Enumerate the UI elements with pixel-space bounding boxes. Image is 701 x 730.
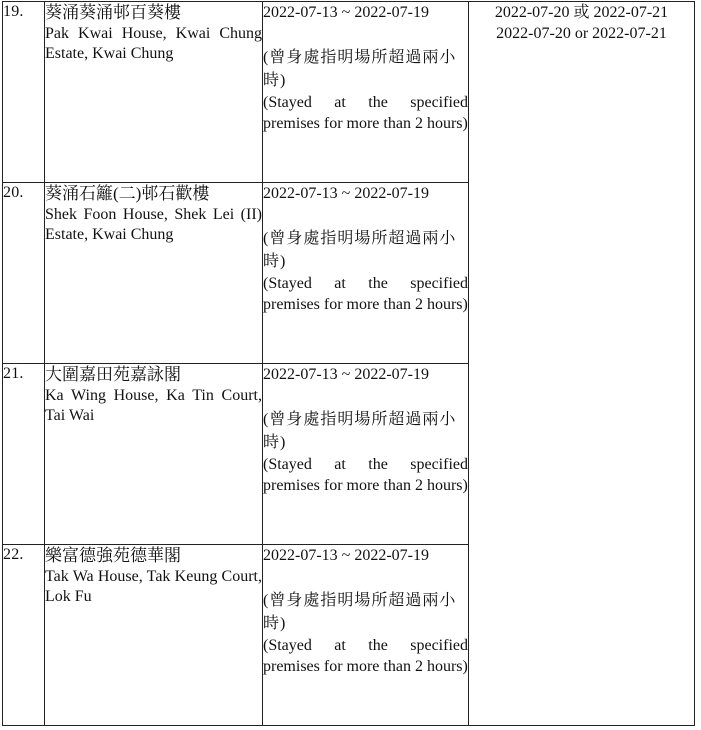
premises-name-en: Ka Wing House, Ka Tin Court, Tai Wai (45, 387, 262, 424)
stay-note-en: (Stayed at the specified premises for more than 2 hours) (263, 275, 468, 313)
date-cell (263, 183, 469, 364)
premises-cell (45, 183, 263, 364)
premises-name-zh: 葵涌石籬(二)邨石歡樓 (45, 184, 210, 203)
test-dates-en: 2022-07-20 or 2022-07-21 (496, 25, 667, 42)
premises-name-en: Pak Kwai House, Kwai Chung Estate, Kwai Chung (45, 25, 262, 62)
stay-note-zh: (曾身處指明場所超過兩小時) (263, 49, 457, 89)
premises-table (2, 1, 695, 726)
premises-name-en: Tak Wa House, Tak Keung Court, Lok Fu (45, 568, 262, 605)
date-range: 2022-07-13 ~ 2022-07-19 (263, 366, 429, 383)
premises-cell (45, 364, 263, 545)
row-number: 21. (3, 364, 45, 545)
row-number: 20. (3, 183, 45, 364)
date-cell (263, 2, 469, 183)
row-number: 22. (3, 545, 45, 726)
date-range: 2022-07-13 ~ 2022-07-19 (263, 4, 429, 21)
premises-name-en: Shek Foon House, Shek Lei (II) Estate, Kwai Chung (45, 206, 262, 243)
premises-name-zh: 葵涌葵涌邨百葵樓 (45, 3, 181, 22)
date-range: 2022-07-13 ~ 2022-07-19 (263, 547, 429, 564)
table-row (3, 2, 695, 183)
stay-note-en: (Stayed at the specified premises for more than 2 hours) (263, 637, 468, 675)
premises-name-zh: 樂富德強苑德華閣 (45, 546, 181, 565)
date-range: 2022-07-13 ~ 2022-07-19 (263, 185, 429, 202)
date-cell (263, 364, 469, 545)
stay-note-en: (Stayed at the specified premises for more than 2 hours) (263, 456, 468, 494)
stay-note-zh: (曾身處指明場所超過兩小時) (263, 411, 457, 451)
premises-cell (45, 545, 263, 726)
stay-note-en: (Stayed at the specified premises for more than 2 hours) (263, 94, 468, 132)
stay-note-zh: (曾身處指明場所超過兩小時) (263, 592, 457, 632)
stay-note-zh: (曾身處指明場所超過兩小時) (263, 230, 457, 270)
row-number: 19. (3, 2, 45, 183)
test-dates-zh: 2022-07-20 或 2022-07-21 (494, 4, 669, 21)
date-cell (263, 545, 469, 726)
premises-cell (45, 2, 263, 183)
premises-name-zh: 大圍嘉田苑嘉詠閣 (45, 365, 181, 384)
test-dates-cell (469, 2, 695, 726)
